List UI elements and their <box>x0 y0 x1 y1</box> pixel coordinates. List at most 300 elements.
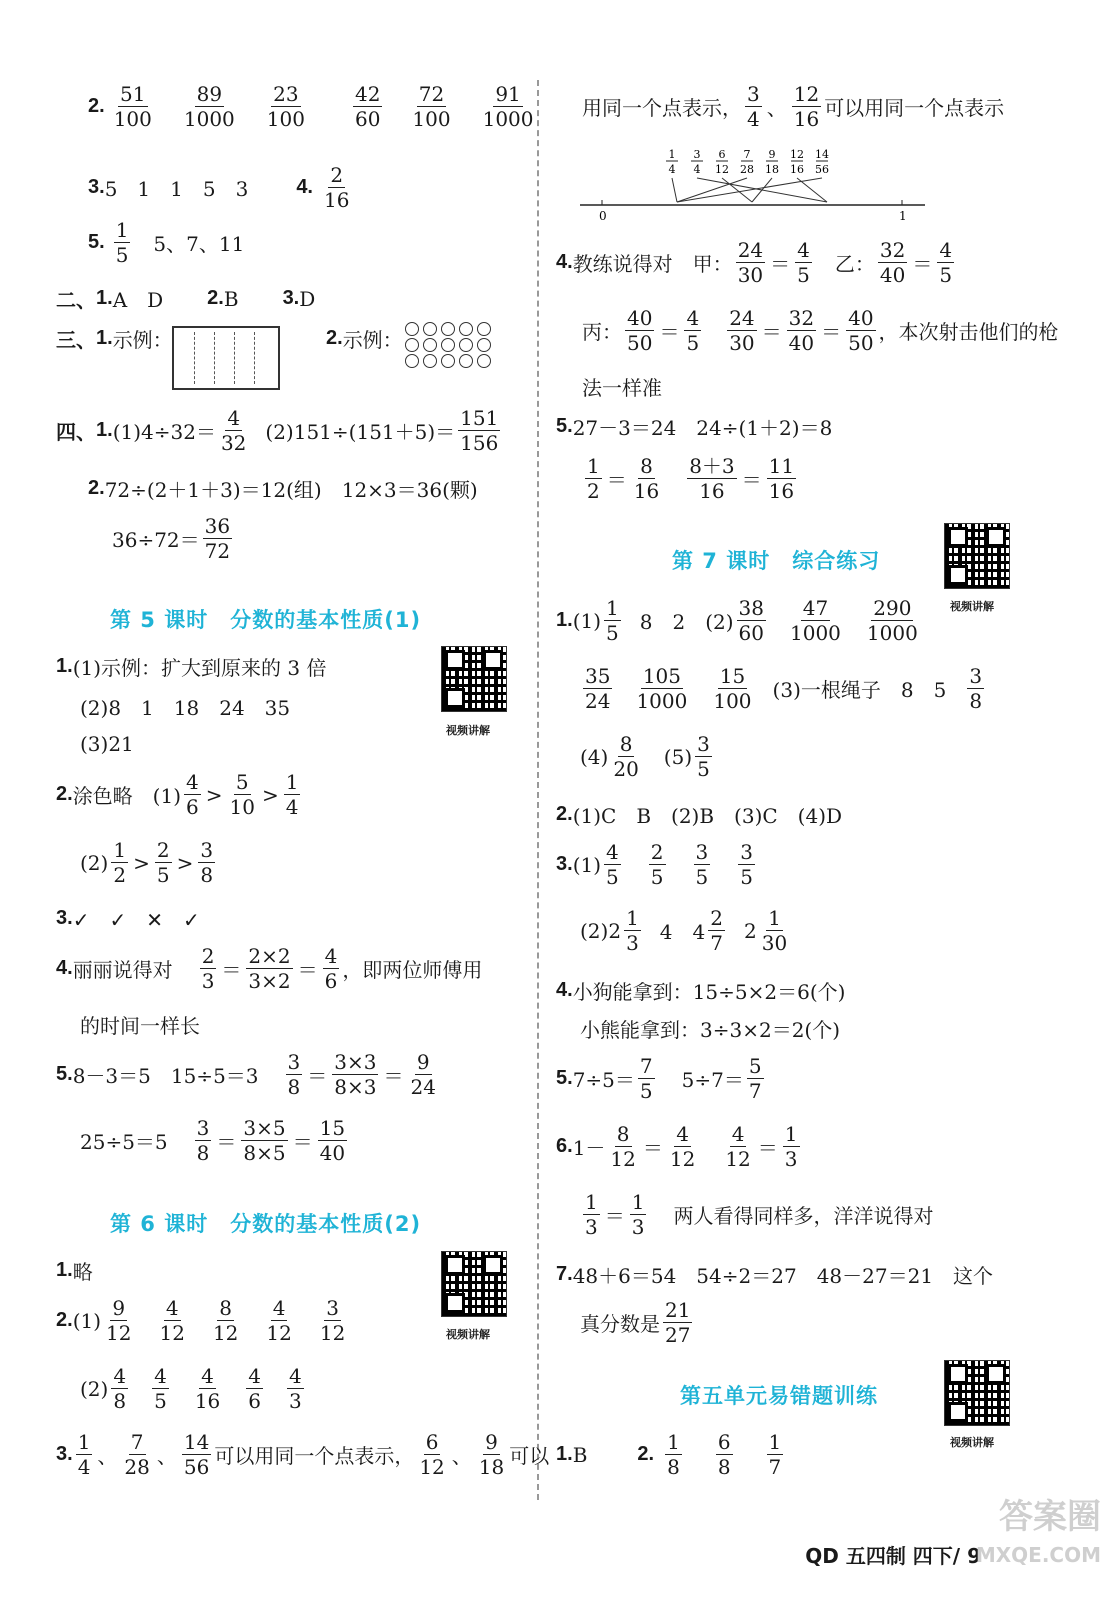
answer-text: 可以 <box>509 1444 550 1468</box>
fraction <box>604 598 621 643</box>
numerator: 23 <box>273 82 299 106</box>
qr-label-unit5: 视频讲解 <box>950 1436 994 1449</box>
r7-q6b <box>580 1192 933 1237</box>
answer-text: 36÷72＝ <box>112 528 200 552</box>
numerator: 11 <box>768 454 795 478</box>
numerator: 32 <box>879 238 906 262</box>
numerator: 8＋3 <box>689 454 735 478</box>
numerator: 14 <box>183 1430 210 1454</box>
denominator: 2 <box>113 863 127 887</box>
numerator: 3 <box>200 838 214 862</box>
l6-q1 <box>56 1256 93 1285</box>
fraction <box>155 840 172 885</box>
denominator: 16 <box>768 479 795 503</box>
numerator: 3 <box>196 1116 210 1140</box>
part3-q1 <box>56 324 173 353</box>
fraction <box>865 598 920 643</box>
answer-text: (2) <box>80 850 109 875</box>
circle-shape <box>459 322 473 336</box>
denominator: 1000 <box>790 621 841 645</box>
answer-text: (1)示例：扩大到原来的 3 倍 <box>72 656 327 680</box>
r7-q6a <box>556 1124 803 1169</box>
fraction <box>727 308 756 353</box>
question-number: 6. <box>556 1135 573 1157</box>
denominator: 12 <box>610 1147 636 1171</box>
fraction <box>241 1118 287 1163</box>
numerator: 8 <box>619 732 633 756</box>
fraction <box>585 456 602 501</box>
answer-text: 小熊能拿到：3÷3×2＝2(个) <box>580 1018 841 1042</box>
fraction <box>668 1124 697 1169</box>
question-number: 2. <box>88 477 105 499</box>
numerator: 51 <box>120 82 146 106</box>
qr-code-unit5[interactable] <box>944 1360 1010 1426</box>
r-q4c <box>582 372 662 401</box>
numerator: 4 <box>227 406 241 430</box>
numerator: 9 <box>416 1050 430 1074</box>
denominator: 10 <box>229 795 255 819</box>
denominator: 8 <box>287 1075 301 1099</box>
fraction <box>323 946 340 991</box>
r-q4b <box>582 308 1059 353</box>
answer-text: (2) <box>80 1376 109 1401</box>
denominator: 32 <box>220 431 247 455</box>
numerator: 1 <box>768 906 781 930</box>
fraction <box>747 1056 764 1101</box>
r7-q7b <box>580 1300 695 1345</box>
numerator: 1 <box>768 1430 782 1454</box>
answer-text: 2 <box>743 918 757 943</box>
section-title-unit5: 第五单元易错题训练 <box>680 1384 878 1408</box>
denominator: 12 <box>725 1147 751 1171</box>
operator: > <box>261 782 279 807</box>
question-number: 3. <box>282 287 300 309</box>
fraction <box>318 1118 347 1163</box>
l5-q4 <box>56 946 482 991</box>
answer-text: (2)2 <box>580 918 622 943</box>
fraction <box>624 908 641 953</box>
numerator: 9 <box>485 1430 498 1454</box>
question-number: 2. <box>207 287 224 309</box>
operator: ＝ <box>606 468 627 492</box>
fraction <box>193 1366 222 1411</box>
denominator: 5 <box>697 757 710 781</box>
operator: ＝ <box>642 1136 663 1160</box>
denominator: 6 <box>324 969 338 993</box>
denominator: 16 <box>699 479 725 503</box>
answer-text: 丽丽说得对 <box>72 958 173 982</box>
numerator: 4 <box>797 238 810 262</box>
numerator: 1 <box>626 906 639 930</box>
answer-text: 丙： <box>582 320 622 344</box>
denominator: 18 <box>478 1455 505 1479</box>
question-number: 2. <box>637 1443 655 1465</box>
qr-code-lesson6[interactable] <box>441 1251 507 1317</box>
denominator: 12 <box>266 1321 292 1345</box>
qr-label-lesson7: 视频讲解 <box>950 600 994 613</box>
r7-q1c <box>580 734 715 779</box>
fraction <box>477 1432 506 1477</box>
answer-text: 可以用同一个点表示， <box>214 1444 415 1468</box>
question-number: 1. <box>56 1259 73 1281</box>
number-line-label <box>715 148 729 176</box>
fraction <box>583 1192 600 1237</box>
answer-text: 可以用同一个点表示 <box>824 96 1005 120</box>
part3-q2 <box>326 324 403 353</box>
question-number: 5. <box>556 1067 573 1089</box>
denominator: 12 <box>419 1455 445 1479</box>
denominator: 5 <box>154 1389 167 1413</box>
denominator: 12 <box>669 1147 696 1171</box>
numerator: 6 <box>717 1430 731 1454</box>
numerator: 2 <box>156 838 170 862</box>
circle-shape <box>477 322 491 336</box>
denominator: 156 <box>460 431 499 455</box>
fraction <box>286 1052 303 1097</box>
r-q4a <box>556 240 957 285</box>
denominator: 40 <box>319 1141 346 1165</box>
numerator: 24 <box>737 238 764 262</box>
fraction <box>152 1366 169 1411</box>
denominator: 12 <box>159 1321 185 1345</box>
denominator: 12 <box>319 1321 346 1345</box>
question-number: 2. <box>556 803 573 825</box>
numerator: 32 <box>788 306 815 330</box>
numerator: 1 <box>585 1190 598 1214</box>
fraction <box>716 1432 733 1477</box>
svg-text:28: 28 <box>740 163 754 176</box>
part4-q2 <box>88 474 478 503</box>
numerator: 72 <box>418 82 445 106</box>
answer-text: 两人看得同样多，洋洋说得对 <box>673 1204 934 1228</box>
answer-text: (4) <box>580 744 609 769</box>
denominator: 50 <box>848 331 874 355</box>
numerator: 290 <box>873 596 912 620</box>
q2-row <box>88 84 539 129</box>
operator: ＝ <box>659 320 680 344</box>
numerator: 1 <box>115 218 129 242</box>
numerator: 105 <box>642 664 681 688</box>
fraction <box>604 842 621 887</box>
numerator: 1 <box>606 596 619 620</box>
numerator: 1 <box>667 1430 680 1454</box>
denominator: 60 <box>738 621 764 645</box>
question-number: 3. <box>556 853 573 875</box>
answer-text: (3)21 <box>80 732 134 756</box>
part4-q1 <box>56 408 503 453</box>
denominator: 3 <box>626 931 639 955</box>
numerator: 4 <box>939 238 953 262</box>
question-number: 2. <box>56 1309 73 1331</box>
fraction <box>203 516 232 561</box>
section-title-lesson7: 第 7 课时 综合练习 <box>672 549 881 573</box>
denominator: 40 <box>879 263 906 287</box>
r7-q1a <box>556 598 923 643</box>
numerator: 15 <box>719 664 746 688</box>
numerator: 8 <box>640 454 653 478</box>
numerator: 2 <box>710 906 723 930</box>
denominator: 5 <box>606 621 619 645</box>
denominator: 8 <box>200 863 214 887</box>
denominator: 30 <box>729 331 755 355</box>
svg-text:4: 4 <box>668 163 676 176</box>
denominator: 60 <box>354 107 381 131</box>
numerator: 42 <box>354 82 381 106</box>
operator: ＝ <box>297 958 318 982</box>
denominator: 5 <box>606 865 619 889</box>
fraction <box>632 456 661 501</box>
circle-shape <box>423 354 437 368</box>
question-number: 3. <box>88 176 105 198</box>
fraction <box>111 1366 128 1411</box>
denominator: 7 <box>710 931 723 955</box>
circle-shape <box>441 338 455 352</box>
denominator: 1000 <box>636 689 688 713</box>
question-number: 1. <box>56 655 73 677</box>
watermark-logo: 答案圈 MXQE.COM <box>975 1497 1101 1567</box>
denominator: 50 <box>627 331 653 355</box>
denominator: 3 <box>289 1389 302 1413</box>
fraction <box>481 84 536 129</box>
fraction <box>264 1298 293 1343</box>
numerator: 3 <box>695 840 709 864</box>
number-line-label <box>790 148 804 176</box>
denominator: 5 <box>156 863 170 887</box>
question-number: 5. <box>556 415 573 437</box>
answer-text: 72÷(2＋1＋3)＝12(组) 12×3＝36(颗) <box>104 478 478 502</box>
question-number: 5. <box>88 231 105 253</box>
answer-text: ✓ ✓ ✕ ✓ <box>72 908 200 932</box>
numerator: 151 <box>460 406 499 430</box>
r7-q1b <box>580 666 987 711</box>
r7-q3b <box>580 908 792 953</box>
fraction <box>122 1432 151 1477</box>
answer-text: (1)C B (2)B (3)C (4)D <box>572 804 843 828</box>
fraction <box>410 84 452 129</box>
question-number: 4. <box>556 979 573 1001</box>
operator: 、 <box>97 1444 118 1468</box>
u5-q1 <box>556 1432 786 1477</box>
fraction <box>408 1052 437 1097</box>
answer-text: 25÷5＝5 <box>80 1130 168 1154</box>
qr-label-lesson5: 视频讲解 <box>446 724 490 737</box>
fraction <box>788 598 843 643</box>
denominator: 1000 <box>482 107 534 131</box>
denominator: 1000 <box>183 107 235 131</box>
fraction <box>694 842 711 887</box>
numerator: 1 <box>631 1190 645 1214</box>
answer-text: 教练说得对 甲： <box>572 252 733 276</box>
question-number: 1. <box>556 609 573 631</box>
operator: ＝ <box>912 252 933 276</box>
answer-text: 示例： <box>342 328 403 352</box>
answer-text: 5、7、11 <box>153 232 245 256</box>
fraction <box>711 666 753 711</box>
fraction <box>583 666 612 711</box>
fraction <box>878 240 907 285</box>
fraction <box>417 1432 446 1477</box>
numerator: 15 <box>319 1116 346 1140</box>
denominator: 16 <box>194 1389 221 1413</box>
qr-code-lesson7[interactable] <box>944 523 1010 589</box>
answer-text: (1) <box>572 608 602 633</box>
denominator: 100 <box>113 107 152 131</box>
r7-q7a <box>556 1260 993 1289</box>
circle-shape <box>405 322 419 336</box>
fraction <box>783 1124 800 1169</box>
numerator: 3 <box>287 1050 301 1074</box>
fraction <box>353 84 382 129</box>
denominator: 5 <box>686 331 700 355</box>
denominator: 100 <box>412 107 451 131</box>
rectangle-sketch <box>172 326 280 390</box>
fraction <box>182 1432 211 1477</box>
question-number: 1. <box>556 1443 573 1465</box>
column-divider <box>537 80 539 1500</box>
denominator: 5 <box>639 1079 653 1103</box>
denominator: 12 <box>212 1321 239 1345</box>
denominator: 6 <box>248 1389 261 1413</box>
operator: ＝ <box>221 958 242 982</box>
answer-text: 真分数是 <box>580 1312 660 1336</box>
q5-row <box>88 220 244 265</box>
circle-shape <box>477 354 491 368</box>
numerator: 1 <box>285 770 299 794</box>
numerator: 8 <box>616 1122 630 1146</box>
circle-shape <box>459 354 473 368</box>
denominator: 8×5 <box>243 1141 286 1165</box>
svg-text:7: 7 <box>743 148 751 161</box>
numerator: 6 <box>425 1430 439 1454</box>
numerator: 38 <box>738 596 764 620</box>
numerator: 3 <box>326 1296 339 1320</box>
denominator: 16 <box>324 188 350 212</box>
operator: > <box>176 850 194 875</box>
fraction <box>182 84 237 129</box>
denominator: 3 <box>585 1215 598 1239</box>
svg-text:16: 16 <box>790 163 804 176</box>
numerator: 8 <box>219 1296 233 1320</box>
fraction <box>332 1052 378 1097</box>
numerator: 89 <box>196 82 223 106</box>
circle-shape <box>477 338 491 352</box>
denominator: 3 <box>631 1215 645 1239</box>
denominator: 5 <box>740 865 753 889</box>
numerator: 2 <box>330 163 344 187</box>
numerator: 9 <box>112 1296 126 1320</box>
l5-q5a <box>56 1052 441 1097</box>
number-line-label <box>815 148 829 176</box>
svg-text:9: 9 <box>768 148 776 161</box>
question-number: 2. <box>56 783 73 805</box>
part2-row <box>56 284 315 313</box>
numerator: 1 <box>587 454 600 478</box>
q3-row <box>88 165 354 210</box>
answer-text: (1) <box>72 1308 102 1333</box>
section-title-lesson6: 第 6 课时 分数的基本性质(2) <box>110 1212 422 1236</box>
l6-q2a <box>56 1298 350 1343</box>
answer-text: ，本次射击他们的枪 <box>878 320 1059 344</box>
fraction <box>787 308 816 353</box>
l6-q3 <box>56 1432 549 1477</box>
circle-shape <box>441 322 455 336</box>
qr-label-lesson6: 视频讲解 <box>446 1328 490 1341</box>
fraction <box>792 84 821 129</box>
fraction <box>767 456 796 501</box>
fraction <box>246 946 292 991</box>
denominator: 40 <box>788 331 815 355</box>
numerator: 3 <box>969 664 983 688</box>
numerator: 47 <box>802 596 829 620</box>
section-title-lesson5: 第 5 课时 分数的基本性质(1) <box>110 608 422 632</box>
fraction <box>184 772 201 817</box>
fraction <box>322 165 351 210</box>
denominator: 4 <box>285 795 299 819</box>
number-line-label <box>666 148 678 176</box>
denominator: 7 <box>748 1079 762 1103</box>
r7-q2 <box>556 800 842 829</box>
fraction <box>687 456 736 501</box>
fraction <box>737 598 766 643</box>
answer-text: 27－3＝24 24÷(1＋2)＝8 <box>572 416 833 440</box>
denominator: 1000 <box>866 621 918 645</box>
qr-code-lesson5[interactable] <box>441 646 507 712</box>
numerator: 40 <box>627 306 653 330</box>
fraction <box>111 840 128 885</box>
numerator: 4 <box>289 1364 302 1388</box>
denominator: 5 <box>115 243 129 267</box>
answer-text: 48＋6＝54 54÷2＝27 48－27＝21 这个 <box>572 1264 994 1288</box>
question-number: 四、 <box>56 422 96 444</box>
l5-q2b <box>80 840 218 885</box>
svg-text:18: 18 <box>765 163 779 176</box>
numerator: 12 <box>793 82 820 106</box>
fraction <box>795 240 812 285</box>
fraction <box>663 1300 692 1345</box>
operator: > <box>133 850 150 875</box>
operator: 、 <box>156 1444 177 1468</box>
svg-text:12: 12 <box>715 163 729 176</box>
numerator: 4 <box>248 1364 261 1388</box>
l5-q1c <box>80 732 134 756</box>
answer-text: (2)151÷(151＋5)＝ <box>265 420 456 444</box>
answer-text: 7÷5＝ <box>572 1068 635 1092</box>
numerator: 1 <box>113 838 127 862</box>
answer-text: B <box>572 1442 588 1467</box>
fraction <box>104 1298 133 1343</box>
operator: ＝ <box>604 1204 625 1228</box>
numerator: 4 <box>201 1364 214 1388</box>
fraction <box>684 308 701 353</box>
denominator: 5 <box>797 263 810 287</box>
fraction <box>76 1432 93 1477</box>
circle-shape <box>441 354 455 368</box>
fraction <box>112 84 154 129</box>
denominator: 3 <box>784 1147 798 1171</box>
number-line-label <box>691 148 703 176</box>
r-q5b <box>582 456 799 501</box>
fraction <box>745 84 762 129</box>
denominator: 27 <box>665 1323 691 1347</box>
nl-one: 1 <box>899 209 907 223</box>
circle-shape <box>423 338 437 352</box>
denominator: 30 <box>761 931 788 955</box>
svg-text:14: 14 <box>815 148 829 161</box>
fraction <box>630 1192 647 1237</box>
numerator: 3×3 <box>334 1050 377 1074</box>
fraction <box>284 772 301 817</box>
fraction <box>611 734 640 779</box>
